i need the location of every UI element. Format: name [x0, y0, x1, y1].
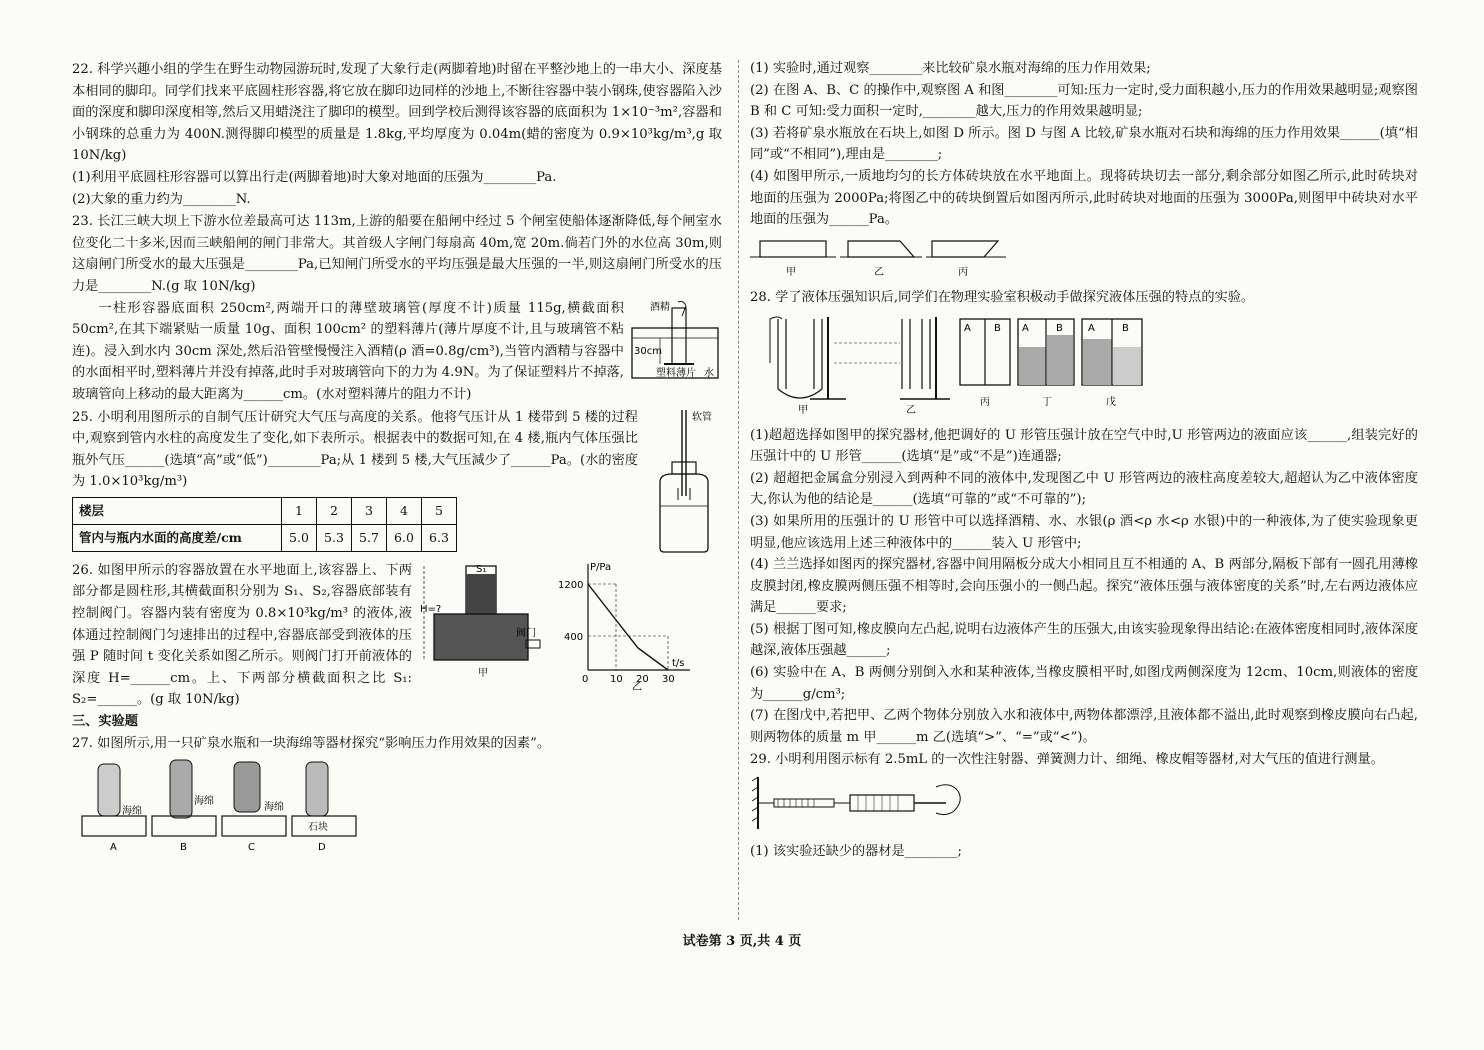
question-28-part-5: (5) 根据丁图可知,橡皮膜向左凸起,说明右边液体产生的压强大,由该实验现象得出结论:在液体密度相同时,液体深度越深,液体压强越______; — [750, 621, 1418, 659]
graph-xlabel: t/s — [672, 657, 685, 669]
question-27-intro: 27. 如图所示,用一只矿泉水瓶和一块海绵等器材探究“影响压力作用效果的因素”。 — [72, 735, 551, 751]
height-2: 5.3 — [317, 524, 352, 551]
question-28-part-7: (7) 在图戊中,若把甲、乙两个物体分别放入水和液体中,两物体都漂浮,且液体都不溢出,此时观察到橡皮膜向右凸起,则两物体的质量 m 甲______m 乙(选填“>”、“=”或“<”)。 — [750, 708, 1418, 745]
question-27-part-2: (2) 在图 A、B、C 的操作中,观察图 A 和图________可知:压力一定时,受力面积越小,压力的作用效果越明显;观察图 B 和 C 可知:受力面积一定时,________越大,压力的作用效果越明显; — [750, 82, 1418, 120]
question-28-part-6: (6) 实验中在 A、B 两侧分别倒入水和某种液体,当橡皮膜相平时,如图戊两侧深度为 12cm、10cm,则液体的密度为______g/cm³; — [750, 665, 1418, 702]
fig25-label-tube: 软管 — [692, 411, 712, 423]
question-29: 29. 小明利用图示标有 2.5mL 的一次性注射器、弹簧测力计、细绳、橡皮帽等器材,对大气压的值进行测量。 — [750, 752, 1384, 768]
question-24-block — [72, 298, 722, 406]
pressure-time-graph — [558, 560, 694, 690]
fig26-caption-a: 甲 — [478, 667, 488, 679]
question-28-part-4: (4) 兰兰选择如图丙的探究器材,容器中间用隔板分成大小相同且互不相通的 A、B 两部分,隔板下部有一圆孔用薄橡皮膜封闭,橡皮膜两侧压强不相等时,会向压强小的一侧凸起。探究“液体压强与液体密度的关系”时,左右两边液体应满足______要求; — [750, 557, 1418, 616]
liquid-pressure-figure — [750, 313, 1150, 417]
question-27-part-3: (3) 若将矿泉水瓶放在石块上,如图 D 所示。图 D 与图 A 比较,矿泉水瓶对石块和海绵的压力作用效果______(填“相同”或“不相同”),理由是________; — [750, 125, 1418, 163]
height-3: 5.7 — [352, 524, 387, 551]
svg-text:B: B — [1056, 322, 1063, 334]
floor-height-table — [72, 497, 457, 552]
syringe-figure — [750, 773, 970, 833]
graph-ytick-1200: 1200 — [558, 579, 584, 591]
svg-text:丙: 丙 — [958, 266, 968, 278]
svg-text:C: C — [248, 842, 255, 854]
question-28-part-1: (1)超超选择如图甲的探究器材,他把调好的 U 形管压强计放在空气中时,U 形管两边的液面应该______,组装完好的压强计中的 U 形管______(选填“是”或“不是”)连通器; — [750, 427, 1418, 465]
svg-text:甲: 甲 — [786, 266, 796, 278]
svg-text:乙: 乙 — [906, 404, 916, 416]
graph-xtick-30: 30 — [662, 673, 675, 685]
table-header-floor: 楼层 — [73, 497, 282, 524]
bottle-sponge-figure — [72, 758, 362, 854]
floor-2: 2 — [317, 497, 352, 524]
question-22-part-2: (2)大象的重力约为________N. — [72, 191, 251, 207]
fig28-wu — [1082, 319, 1142, 408]
svg-text:海绵: 海绵 — [264, 802, 284, 814]
svg-text:A: A — [1022, 322, 1029, 334]
graph-xtick-20: 20 — [636, 673, 649, 685]
svg-text:B: B — [1122, 322, 1129, 334]
svg-text:A: A — [964, 322, 971, 334]
svg-text:丙: 丙 — [980, 396, 990, 408]
svg-text:D: D — [318, 842, 326, 854]
svg-text:戊: 戊 — [1106, 396, 1116, 408]
brick-a — [750, 241, 836, 278]
tube-in-water-figure — [630, 298, 722, 382]
svg-text:A: A — [110, 842, 117, 854]
floor-5: 5 — [422, 497, 457, 524]
brick-c — [926, 241, 1006, 278]
fig24-label-alcohol: 酒精 — [650, 301, 670, 313]
question-28-part-2: (2) 超超把金属盒分别浸入到两种不同的液体中,发现图乙中 U 形管两边的液柱高度差较大,超超认为乙中液体密度大,你认为他的结论是______(选填“可靠的”或“不可靠的”); — [750, 470, 1418, 508]
fig24-label-plate: 塑料薄片 — [656, 367, 696, 379]
column-divider — [738, 60, 739, 920]
floor-1: 1 — [282, 497, 317, 524]
fig28-ding — [1018, 319, 1074, 408]
fig27-c — [222, 762, 286, 853]
question-27-part-4: (4) 如图甲所示,一质地均匀的长方体砖块放在水平地面上。现将砖块切去一部分,剩余部分如图乙所示,此时砖块对地面的压强为 2000Pa;将图乙中的砖块倒置后如图丙所示,此时砖块对地面的压强为 3000Pa,则图甲中砖块对水平地面的压强为______Pa。 — [750, 168, 1418, 228]
brick-b — [840, 241, 922, 278]
table-row — [73, 497, 457, 524]
fig27-a — [82, 764, 146, 853]
fig24-label-water: 水 — [704, 367, 714, 379]
svg-text:乙: 乙 — [874, 266, 884, 278]
graph-xtick-0: 0 — [582, 673, 589, 685]
svg-text:海绵: 海绵 — [122, 806, 142, 818]
fig26-label-valve: 阀门 — [516, 627, 536, 639]
left-column — [72, 58, 722, 862]
table-row — [73, 524, 457, 551]
height-1: 5.0 — [282, 524, 317, 551]
question-24: 一柱形容器底面积 250cm²,两端开口的薄壁玻璃管(厚度不计)质量 115g,横截面积 50cm²,在其下端紧贴一质量 10g、面积 100cm² 的塑料薄片(薄片厚度不计,且与玻璃管不粘连)。浸入到水内 30cm 深处,然后沿管壁慢慢注入酒精(ρ 酒=0.8g/cm³),当管内酒精与容器中的水面相平时,塑料薄片并没有掉落,此时手对玻璃管向下的力为 4.9N。为了保证塑料片不掉落,玻璃管向上移动的最大距离为______cm。(水对塑料薄片的阻力不计) — [72, 300, 624, 402]
question-22: 22. 科学兴趣小组的学生在野生动物园游玩时,发现了大象行走(两脚着地)时留在平整沙地上的一串大小、深度基本相同的脚印。同学们找来平底圆柱形容器,将它放在脚印边同样的沙地上,不断往容器中装小钢珠,使容器陷入沙面的深度和脚印深度相等,然后又用蜡浇注了脚印的模型。回到学校后测得该容器的底面积为 1×10⁻³m²,容器和小钢珠的总重力为 400N.测得脚印模型的质量是 1.8kg,平均厚度为 0.04m(蜡的密度为 0.9×10³kg/m³,g 取 10N/kg) — [72, 62, 722, 164]
fig28-yi — [834, 317, 950, 416]
question-26: 26. 如图甲所示的容器放置在水平地面上,该容器上、下两部分都是圆柱形,其横截面积分别为 S₁、S₂,容器底部装有控制阀门。容器内装有密度为 0.8×10³kg/m³ 的液体,液体通过控制阀门匀速排出的过程中,容器底部受到液体的压强 P 随时间 t 变化关系如图乙所示。则阀门打开前液体的深度 H=______cm。上、下两部分横截面积之比 S₁: S₂=______。(g 取 10N/kg) — [72, 562, 412, 708]
fig28-jia — [770, 317, 846, 416]
right-column — [750, 58, 1418, 862]
barometer-bottle-figure — [652, 406, 722, 556]
question-28: 28. 学了液体压强知识后,同学们在物理实验室积极动手做探究液体压强的特点的实验。 — [750, 290, 1255, 306]
question-25: 25. 小明利用图所示的自制气压计研究大气压与高度的关系。他将气压计从 1 楼带到 5 楼的过程中,观察到管内水柱的高度发生了变化,如下表所示。根据表中的数据可知,在 4 楼,瓶内气体压强比瓶外气压______(选填“高”或“低”)________Pa;从 1 楼到 5 楼,大气压減少了______Pa。(水的密度为 1.0×10³kg/m³) — [72, 409, 638, 490]
svg-text:B: B — [994, 322, 1001, 334]
question-23: 23. 长江三峡大坝上下游水位差最高可达 113m,上游的船要在船闸中经过 5 个闸室使船体逐渐降低,每个闸室水位变化二十多米,因而三峡船闸的闸门非常大。其首级人字闸门每扇高 40m,宽 20m.倘若门外的水位高 30m,则这扇闸门所受水的最大压强是________Pa,已知闸门所受水的平均压强是最大压强的一半,则这扇闸门所受水的压力是________N.(g 取 10N/kg) — [72, 214, 722, 294]
fig28-bing — [960, 319, 1010, 408]
svg-text:B: B — [180, 842, 187, 854]
svg-text:丁: 丁 — [1042, 396, 1052, 408]
graph-ylabel: P/Pa — [590, 561, 612, 573]
floor-4: 4 — [387, 497, 422, 524]
fig27-d — [292, 762, 356, 853]
height-4: 6.0 — [387, 524, 422, 551]
graph-ytick-400: 400 — [564, 631, 584, 643]
question-27-part-1: (1) 实验时,通过观察________来比较矿泉水瓶对海绵的压力作用效果; — [750, 61, 1151, 76]
svg-text:A: A — [1088, 322, 1095, 334]
fig27-b — [152, 760, 216, 853]
svg-text:甲: 甲 — [798, 404, 808, 416]
question-26-block — [72, 560, 722, 711]
brick-figure — [750, 233, 1010, 279]
question-25-block — [72, 406, 722, 558]
section-3-title: 三、实验题 — [72, 714, 138, 730]
page-footer: 试卷第 3 页,共 4 页 — [682, 934, 802, 949]
container-valve-figure — [420, 560, 550, 680]
svg-text:石块: 石块 — [308, 822, 328, 834]
fig26-label-h: H=? — [420, 603, 442, 615]
question-29-part-1: (1) 该实验还缺少的器材是________; — [750, 843, 962, 859]
height-5: 6.3 — [422, 524, 457, 551]
svg-text:海绵: 海绵 — [194, 796, 214, 808]
table-header-height: 管内与瓶内水面的高度差/cm — [73, 524, 282, 551]
question-22-part-1: (1)利用平底圆柱形容器可以算出行走(两脚着地)时大象对地面的压强为________Pa. — [72, 169, 557, 185]
fig24-label-depth: 30cm — [634, 345, 662, 357]
fig26-label-s1: S₁ — [476, 563, 487, 575]
graph-caption: 乙 — [632, 681, 642, 690]
floor-3: 3 — [352, 497, 387, 524]
question-28-part-3: (3) 如果所用的压强计的 U 形管中可以选择酒精、水、水银(ρ 酒<ρ 水<ρ 水银)中的一种液体,为了使实验现象更明显,他应该选用上述三种液体中的______装入 U 形管中; — [750, 513, 1418, 551]
graph-xtick-10: 10 — [610, 673, 623, 685]
